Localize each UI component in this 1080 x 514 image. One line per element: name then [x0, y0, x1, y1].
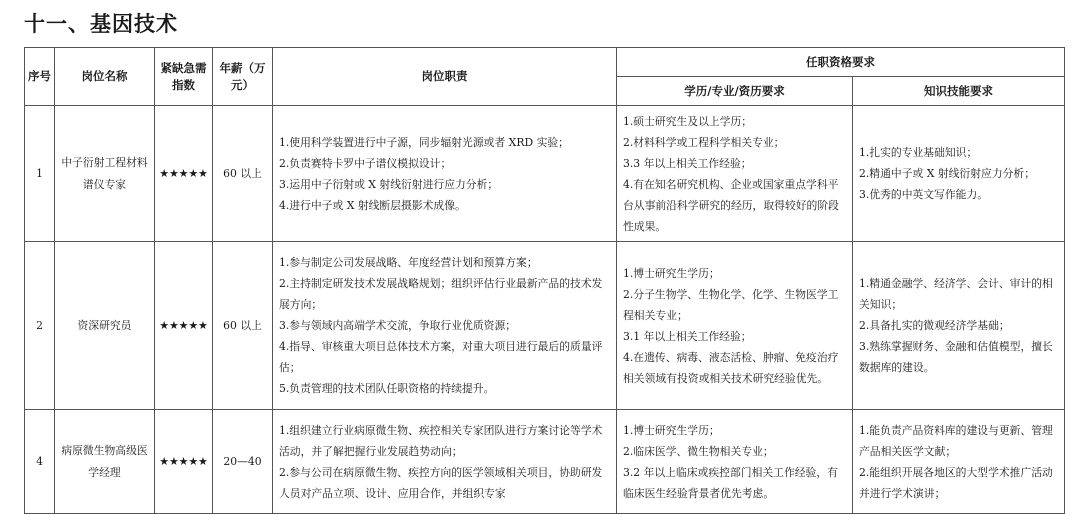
education-list	[617, 261, 852, 391]
education-list	[617, 418, 852, 506]
row-skills	[853, 106, 1065, 242]
duties-list	[273, 130, 616, 218]
row-education	[617, 106, 853, 242]
list-item: 3.1 年以上相关工作经验；	[623, 329, 752, 343]
list-item: 4.进行中子或 X 射线断层摄影术成像。	[279, 198, 466, 212]
list-item: 5.负责管理的技术团队任职资格的持续提升。	[279, 382, 495, 395]
list-item: 2.主持制定研发技术发展战略规划；组织评估行业最新产品的技术发展方向；	[279, 277, 603, 311]
position-name: 资深研究员	[77, 318, 132, 332]
list-item: 2.材料科学或工程科学相关专业；	[623, 135, 785, 149]
row-seq: 1	[25, 106, 55, 242]
header-qualifications: 任职资格要求	[617, 48, 1065, 77]
table-row	[25, 106, 1065, 242]
education-list	[617, 109, 852, 239]
list-item: 1.能负责产品资料库的建设与更新、管理产品相关医学文献；	[859, 423, 1053, 458]
list-item: 2.具备扎实的微观经济学基础；	[859, 319, 1010, 332]
header-duties: 岗位职责	[273, 48, 617, 106]
table-body	[25, 106, 1065, 514]
skills-list	[853, 271, 1064, 380]
list-item: 2.分子生物学、生物化学、化学、生物医学工程相关专业；	[623, 287, 839, 322]
duties-list	[273, 418, 616, 506]
row-position	[55, 410, 155, 514]
table-row	[25, 242, 1065, 410]
row-education	[617, 242, 853, 410]
row-education	[617, 410, 853, 514]
list-item: 1.组织建立行业病原微生物、疾控相关专家团队进行方案讨论等学术活动，并了解把握行业发展趋势动向；	[279, 423, 603, 458]
row-position	[55, 106, 155, 242]
section-title: 十一、基因技术	[24, 12, 178, 36]
position-name: 病原微生物高级医学经理	[61, 443, 148, 479]
list-item: 3.2 年以上临床或疾控部门相关工作经验，有临床医生经验背景者优先考虑。	[623, 465, 838, 500]
list-item: 2.精通中子或 X 射线衍射应力分析；	[859, 167, 1036, 180]
skills-list	[853, 140, 1064, 207]
list-item: 1.精通金融学、经济学、会计、审计的相关知识；	[859, 277, 1053, 311]
header-seq: 序号	[25, 48, 55, 106]
header-salary: 年薪（万元）	[213, 48, 273, 106]
row-duties	[273, 410, 617, 514]
header-urgency: 紧缺急需指数	[155, 48, 213, 106]
list-item: 1.参与制定公司发展战略、年度经营计划和预算方案；	[279, 256, 538, 269]
header-position: 岗位名称	[55, 48, 155, 106]
list-item: 4.在遗传、病毒、液态活检、肿瘤、免疫治疗相关领域有投资或相关技术研究经验优先。	[623, 350, 839, 385]
list-item: 2.负责赛特卡罗中子谱仪模拟设计；	[279, 156, 452, 170]
row-skills	[853, 242, 1065, 410]
list-item: 1.博士研究生学历；	[623, 423, 720, 437]
list-item: 3.运用中子衍射或 X 射线衍射进行应力分析；	[279, 177, 499, 191]
row-urgency: ★★★★★	[155, 242, 213, 410]
list-item: 1.使用科学装置进行中子源，同步辐射光源或者 XRD 实验；	[279, 135, 569, 149]
row-salary: 60 以上	[213, 242, 273, 410]
header-skills: 知识技能要求	[853, 77, 1065, 106]
skills-list	[853, 418, 1064, 506]
list-item: 3.3 年以上相关工作经验；	[623, 156, 752, 170]
list-item: 1.扎实的专业基础知识；	[859, 146, 978, 159]
header-education: 学历/专业/资历要求	[617, 77, 853, 106]
row-seq: 4	[25, 410, 55, 514]
row-salary: 20—40	[213, 410, 273, 514]
row-duties	[273, 242, 617, 410]
list-item: 3.熟练掌握财务、金融和估值模型，擅长数据库的建设。	[859, 340, 1053, 374]
row-position	[55, 242, 155, 410]
list-item: 2.临床医学、微生物相关专业；	[623, 444, 774, 458]
table-row	[25, 410, 1065, 514]
row-salary: 60 以上	[213, 106, 273, 242]
list-item: 4.有在知名研究机构、企业或国家重点学科平台从事前沿科学研究的经历，取得较好的阶段性成果。	[623, 177, 839, 233]
header-row	[25, 48, 1065, 77]
row-urgency: ★★★★★	[155, 106, 213, 242]
list-item: 2.参与公司在病原微生物、疾控方向的医学领域相关项目，协助研发人员对产品立项、设计、应用合作，并组织专家	[279, 465, 603, 500]
row-urgency: ★★★★★	[155, 410, 213, 514]
duties-list	[273, 250, 616, 401]
jobs-table	[24, 47, 1065, 514]
list-item: 1.博士研究生学历；	[623, 266, 720, 280]
row-skills	[853, 410, 1065, 514]
list-item: 2.能组织开展各地区的大型学术推广活动并进行学术演讲；	[859, 465, 1053, 500]
row-seq: 2	[25, 242, 55, 410]
position-name: 中子衍射工程材料谱仪专家	[61, 155, 148, 191]
list-item: 3.优秀的中英文写作能力。	[859, 188, 989, 201]
list-item: 1.硕士研究生及以上学历；	[623, 114, 753, 128]
list-item: 4.指导、审核重大项目总体技术方案，对重大项目进行最后的质量评估；	[279, 340, 603, 374]
list-item: 3.参与领域内高端学术交流，争取行业优质资源；	[279, 319, 517, 332]
row-duties	[273, 106, 617, 242]
